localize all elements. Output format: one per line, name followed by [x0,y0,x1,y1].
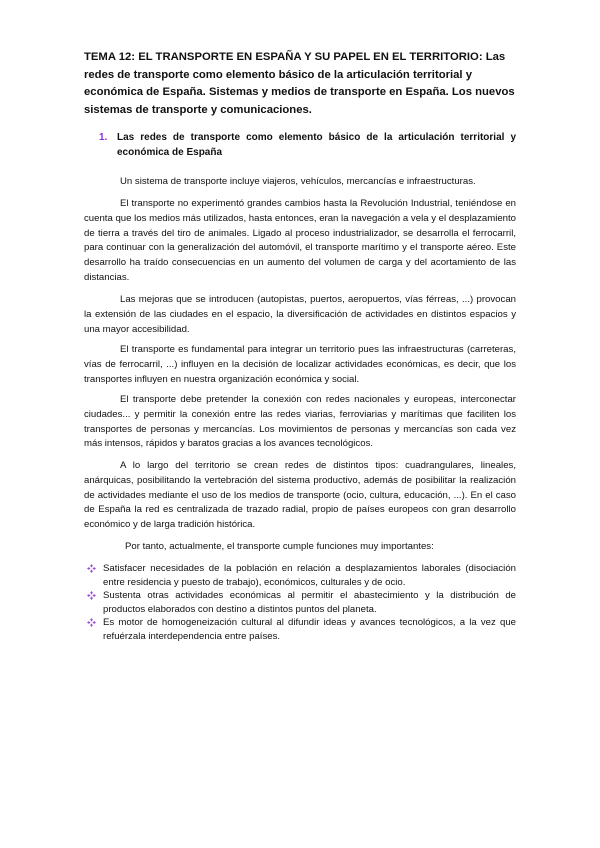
paragraph: El transporte debe pretender la conexión con redes nacionales y europeas, interconectar ciudades... y permitir la conexión entre las redes viarias, ferroviarias y marítimas que faciliten los transportes de personas y mercancías. Los movimientos de personas y mercancías son cada vez más intensos, rápidos y baratos gracias a los avances tecnológicos. [84,394,516,450]
paragraph: Un sistema de transporte incluye viajeros, vehículos, mercancías e infraestructuras. [120,176,476,187]
diamond-bullet-icon [87,618,96,627]
list-item [84,616,516,643]
section-heading [99,131,516,160]
paragraph: Las mejoras que se introducen (autopistas, puertos, aeropuertos, vías férreas, ...) provocan la extensión de las ciudades en el espacio, la diversificación de actividades en distintos espacios y una mayor accesibilidad. [84,294,516,335]
list-item [84,589,516,616]
diamond-bullet-icon [87,564,96,573]
list-item-text: Satisfacer necesidades de la población en relación a desplazamientos laborales (disociación entre residencia y puesto de trabajo), económicos, culturales y de ocio. [103,563,516,588]
paragraph: Por tanto, actualmente, el transporte cumple funciones muy importantes: [125,541,434,552]
list-item-text: Es motor de homogeneización cultural al difundir ideas y avances tecnológicos, a la vez que refuérzala interdependencia entre países. [103,617,516,642]
function-list [84,562,516,643]
diamond-bullet-icon [87,591,96,600]
section-number: 1. [99,132,108,143]
list-item-text: Sustenta otras actividades económicas al permitir el abastecimiento y la distribución de productos elaborados con destino a distintos puntos del planeta. [103,590,516,615]
paragraph: A lo largo del territorio se crean redes de distintos tipos: cuadrangulares, lineales, anárquicas, posibilitando la vertebración del sistema productivo, además de posibilitar la realización de actividades mediante el uso de los medios de transporte (ocio, cultura, educación, ...). En el caso de España la red es centralizada de trazado radial, propio de países europeos con gran desarrollo económico y de larga tradición histórica. [84,460,516,531]
list-item [84,562,516,589]
paragraph: El transporte no experimentó grandes cambios hasta la Revolución Industrial, teniéndose en cuenta que los medios más utilizados, hasta entonces, eran la navegación a vela y el desplazamiento de tierra a través del tiro de animales. Ligado al proceso industrializador, se desarrolla el ferrocarril, para continuar con la generalización del automóvil, el transporte marítimo y el transporte aéreo. Este desarrollo ha traído consecuencias en un aumento del volumen de carga y del acortamiento de las distancias. [84,198,516,283]
document-title: TEMA 12: EL TRANSPORTE EN ESPAÑA Y SU PAPEL EN EL TERRITORIO: Las redes de transporte como elemento básico de la articulación territorial y económica de España. Sistemas y medios de transporte en España. Los nuevos sistemas de transporte y comunicaciones. [84,51,515,116]
section-heading-text: Las redes de transporte como elemento básico de la articulación territorial y económica de España [117,132,516,158]
paragraph: El transporte es fundamental para integrar un territorio pues las infraestructuras (carreteras, vías de ferrocarril, ...) influyen en la decisión de localizar actividades económicas, es decir, que los transportes influyen en nuestra organización económica y social. [84,344,516,385]
